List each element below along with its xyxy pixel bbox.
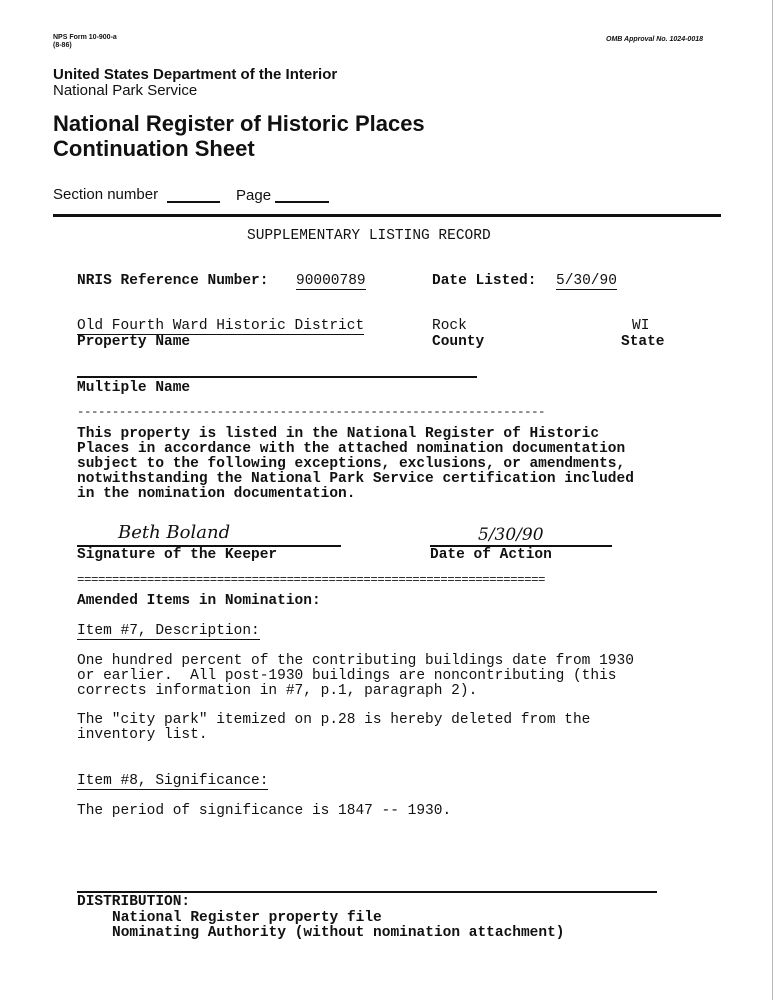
nris-value: 90000789 — [296, 273, 366, 289]
distribution-divider — [77, 891, 657, 893]
keeper-signature: Beth Boland — [118, 522, 231, 543]
item8-text: The period of significance is 1847 -- 1930. — [77, 803, 452, 819]
date-of-action-label: Date of Action — [430, 547, 552, 563]
item7-text-line: corrects information in #7, p.1, paragraph 2). — [77, 683, 478, 699]
page-label: Page — [236, 187, 272, 204]
scan-edge — [772, 0, 773, 1000]
distribution-heading: DISTRIBUTION: — [77, 894, 191, 910]
amended-heading: Amended Items in Nomination: — [77, 593, 321, 609]
item7-text-line: The "city park" itemized on p.28 is hereby deleted from the — [77, 712, 591, 728]
department-name: United States Department of the Interior — [53, 66, 338, 83]
multiple-name-blank — [77, 376, 477, 378]
keeper-label: Signature of the Keeper — [77, 547, 278, 563]
distribution-item: Nominating Authority (without nomination attachment) — [112, 925, 565, 941]
item8-heading: Item #8, Significance: — [77, 773, 269, 789]
statement-line: in the nomination documentation. — [77, 486, 356, 502]
state-label: State — [621, 334, 665, 350]
section-number-label: Section number — [53, 186, 159, 203]
action-date-handwritten: 5/30/90 — [478, 525, 544, 545]
item7-text-line: inventory list. — [77, 727, 208, 743]
county-value: Rock — [432, 318, 467, 334]
form-number: NPS Form 10-900-a — [53, 34, 117, 41]
record-title: SUPPLEMENTARY LISTING RECORD — [247, 228, 491, 244]
form-date: (8-86) — [53, 42, 72, 49]
statement-line: notwithstanding the National Park Service certification included — [77, 471, 634, 487]
statement-line: This property is listed in the National Register of Historic — [77, 426, 600, 442]
double-divider: =================================================================== — [77, 573, 546, 587]
distribution-item: National Register property file — [112, 910, 382, 926]
property-name-value: Old Fourth Ward Historic District — [77, 318, 365, 334]
date-listed-value: 5/30/90 — [556, 273, 617, 289]
item7-text-line: One hundred percent of the contributing buildings date from 1930 — [77, 653, 634, 669]
county-label: County — [432, 334, 485, 350]
property-name-label: Property Name — [77, 334, 191, 350]
statement-line: subject to the following exceptions, exclusions, or amendments, — [77, 456, 626, 472]
omb-approval: OMB Approval No. 1024-0018 — [606, 36, 703, 43]
nris-label: NRIS Reference Number: — [77, 273, 269, 289]
item7-heading: Item #7, Description: — [77, 623, 260, 639]
state-value: WI — [632, 318, 650, 334]
date-listed-label: Date Listed: — [432, 273, 537, 289]
page-title: National Register of Historic Places — [53, 111, 425, 136]
header-divider — [53, 214, 721, 217]
item7-text-line: or earlier. All post-1930 buildings are noncontributing (this — [77, 668, 617, 684]
dashed-divider: ------------------------------------------------------------------- — [77, 405, 546, 419]
multiple-name-label: Multiple Name — [77, 380, 191, 396]
section-number-blank — [167, 201, 220, 203]
statement-line: Places in accordance with the attached nomination documentation — [77, 441, 626, 457]
page-blank — [275, 201, 329, 203]
page-subtitle: Continuation Sheet — [53, 136, 255, 161]
service-name: National Park Service — [53, 82, 198, 99]
